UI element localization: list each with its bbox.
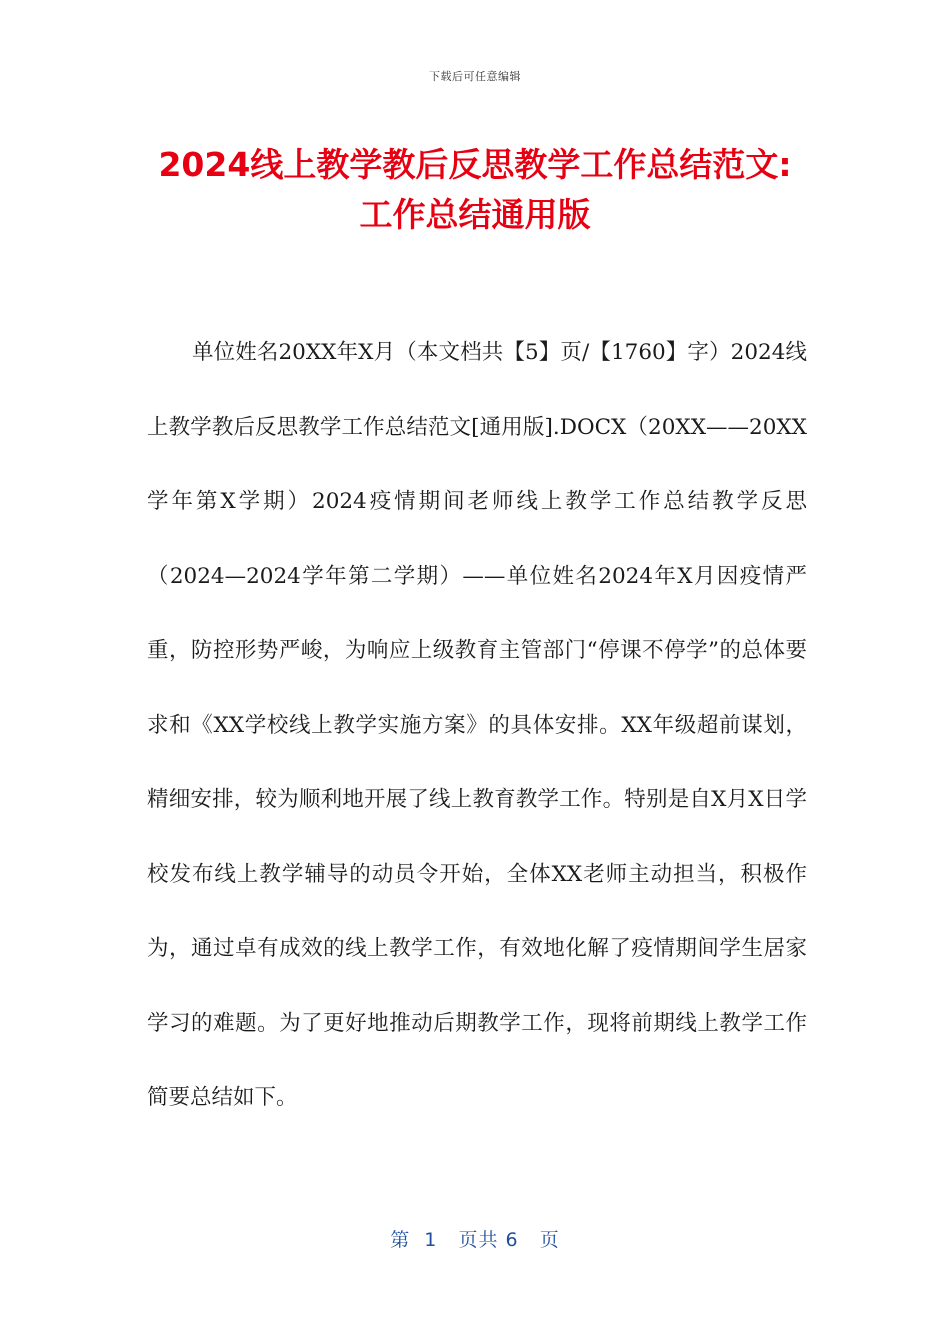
- document-title: [0, 140, 950, 240]
- body-paragraph: 单位姓名20XX年X月（本文档共【5】页/【1760】字）2024线上教学教后反思教学工作总结范文[通用版].DOCX（20XX——20XX学年第X学期）2024疫情期间老师线上教学工作总结教学反思（2024—2024学年第二学期）——单位姓名2024年X月因疫情严重，防控形势严峻，为响应上级教育主管部门“停课不停学”的总体要求和《XX学校线上教学实施方案》的具体安排。XX年级超前谋划，精细安排，较为顺利地开展了线上教育教学工作。特别是自X月X日学校发布线上教学辅导的动员令开始，全体XX老师主动担当，积极作为，通过卓有成效的线上教学工作，有效地化解了疫情期间学生居家学习的难题。为了更好地推动后期教学工作，现将前期线上教学工作简要总结如下。: [147, 340, 807, 1110]
- header-note: 下载后可任意编辑: [429, 70, 521, 83]
- title-line-2: 工作总结通用版: [359, 195, 591, 234]
- page-footer: 第 1 页共 6 页: [390, 1229, 560, 1251]
- title-line-1: 2024线上教学教后反思教学工作总结范文:: [158, 145, 792, 184]
